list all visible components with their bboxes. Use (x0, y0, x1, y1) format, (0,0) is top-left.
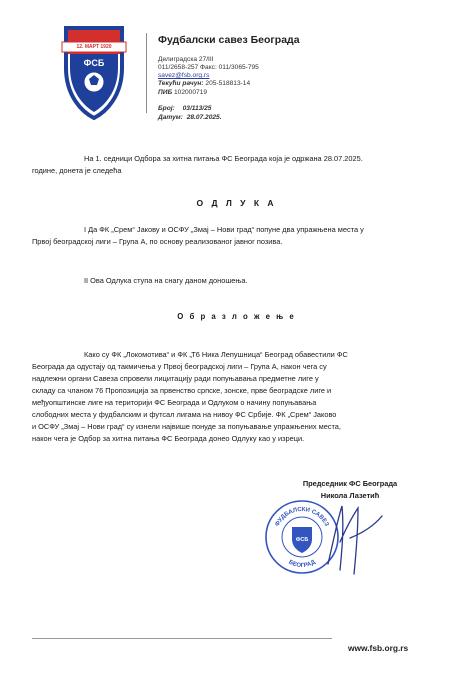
doc-number (158, 105, 211, 113)
phone-fax: 011/2658-257 Факс: 011/3065-795 (158, 64, 259, 71)
reasoning-line: међуопштинске лиге на територији ФС Београда и Одлуком о начину попуњавања (32, 398, 317, 407)
reasoning-line: слободних места у фудбалским и футсал лигама на нивоу ФС Србије. ФК „Срем“ Јаково (32, 410, 337, 419)
reasoning-paragraph (32, 349, 440, 445)
decision-title: О Д Л У К А (196, 198, 277, 208)
pib-value: 102000719 (174, 89, 208, 96)
number-label: Број: (158, 105, 175, 112)
fsb-logo (58, 24, 130, 120)
reasoning-line: складу са чланом 76 Пропозиција за првенство српске, зонске, прве београдске лиге и (32, 386, 332, 395)
intro-line-1: На 1. седници Одбора за хитна питања ФС Београда која је одржана 28.07.2025. (84, 154, 363, 163)
reasoning-line: Београда да одустају од такмичења у Првој београдској лиги – Група А, након чега су (32, 362, 327, 371)
svg-text:БЕОГРАД (287, 559, 317, 569)
stamp-text-bottom: БЕОГРАД (287, 559, 317, 570)
reasoning-line: надлежни органи Савеза спровели лицитацију ради попуњавања предметне лиге у (32, 374, 319, 383)
decision-2: II Ова Одлука ступа на снагу даном доношења. (84, 276, 248, 285)
logo-date: 12. MAPT 1920 (76, 44, 112, 50)
number-value: 03/113/25 (182, 105, 212, 112)
header-divider (146, 33, 147, 113)
pib (158, 89, 207, 97)
decision-1-line-1: I Да ФК „Срем“ Јакову и ОСФУ „Змај – Нови град“ попуне два упражњена места у (84, 225, 364, 234)
signatory-name: Никола Лазетић (320, 491, 380, 500)
handwritten-signature (320, 498, 390, 576)
account-label: Текући рачун: (158, 80, 204, 87)
reasoning-line: након чега је Одбор за хитна питања ФС Београда донео Одлуку као у изреци. (32, 434, 305, 443)
decision-1-line-2: Првој београдској лиги – Група А, по основу реализованог јавног позива. (32, 237, 283, 246)
address: Делиградска 27/III (158, 56, 214, 63)
intro-line-2: године, донета је следећа (32, 166, 122, 175)
stamp-initials: ФСБ (295, 537, 309, 543)
doc-date (158, 114, 222, 122)
reasoning-line: Како су ФК „Локомотива“ и ФК „Т6 Ника Лепушница“ Београд обавестили ФС (84, 350, 348, 359)
reasoning-title: О б р а з л о ж е њ е (177, 312, 296, 321)
website-link[interactable]: www.fsb.org.rs (348, 643, 409, 653)
account-value: 205-518813-14 (205, 80, 251, 87)
stamp-text-top: ФУДБАЛСКИ САВЕЗ (274, 506, 330, 528)
email-link[interactable]: savez@fsb.org.rs (158, 72, 210, 79)
pib-label: ПИБ (158, 89, 173, 96)
org-name: Фудбалски савез Београда (158, 34, 300, 46)
date-value: 28.07.2025. (186, 114, 222, 121)
reasoning-line: и ОСФУ „Змај – Нови град“ су изнели највише понуде за попуњавање упражњених места, (32, 422, 341, 431)
bank-account (158, 80, 250, 88)
date-label: Датум: (158, 114, 183, 121)
footer-divider (32, 638, 332, 639)
logo-initials: ФСБ (83, 58, 105, 68)
signatory-title: Председник ФС Београда (302, 479, 398, 488)
